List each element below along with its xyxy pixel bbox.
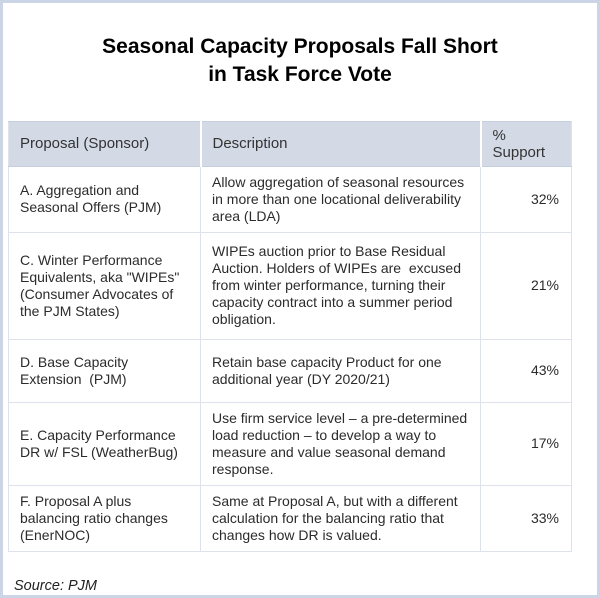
title-line-2: in Task Force Vote	[208, 63, 392, 87]
description-cell: Same at Proposal A, but with a different calculation for the balancing ratio that changes how DR is valued.	[201, 485, 481, 551]
table-header-row	[9, 121, 572, 166]
proposal-cell: C. Winter Performance Equivalents, aka "WIPEs" (Consumer Advocates of the PJM States)	[9, 232, 201, 339]
support-cell: 32%	[481, 166, 572, 232]
table-row	[9, 485, 572, 551]
description-cell: Retain base capacity Product for one additional year (DY 2020/21)	[201, 339, 481, 402]
table-row	[9, 232, 572, 339]
figure-container	[3, 33, 597, 594]
proposals-table	[8, 121, 572, 552]
description-cell: Use firm service level – a pre-determined load reduction – to develop a way to measure and value seasonal demand response.	[201, 402, 481, 485]
description-cell: Allow aggregation of seasonal resources in more than one locational deliverability area (LDA)	[201, 166, 481, 232]
support-cell: 21%	[481, 232, 572, 339]
support-cell: 43%	[481, 339, 572, 402]
table-row	[9, 402, 572, 485]
column-header-support: % Support	[481, 121, 572, 166]
figure-title	[13, 33, 587, 90]
title-line-1: Seasonal Capacity Proposals Fall Short	[102, 35, 498, 58]
proposal-cell: D. Base Capacity Extension (PJM)	[9, 339, 201, 402]
source-note: Source: PJM	[14, 577, 97, 594]
table-row	[9, 166, 572, 232]
support-cell: 17%	[481, 402, 572, 485]
description-cell: WIPEs auction prior to Base Residual Auction. Holders of WIPEs are excused from winter performance, turning their capacity contract into a summer period obligation.	[201, 232, 481, 339]
proposal-cell: F. Proposal A plus balancing ratio changes (EnerNOC)	[9, 485, 201, 551]
proposal-cell: E. Capacity Performance DR w/ FSL (WeatherBug)	[9, 402, 201, 485]
support-cell: 33%	[481, 485, 572, 551]
column-header-description: Description	[201, 121, 481, 166]
table-row	[9, 339, 572, 402]
proposal-cell: A. Aggregation and Seasonal Offers (PJM)	[9, 166, 201, 232]
column-header-proposal: Proposal (Sponsor)	[9, 121, 201, 166]
